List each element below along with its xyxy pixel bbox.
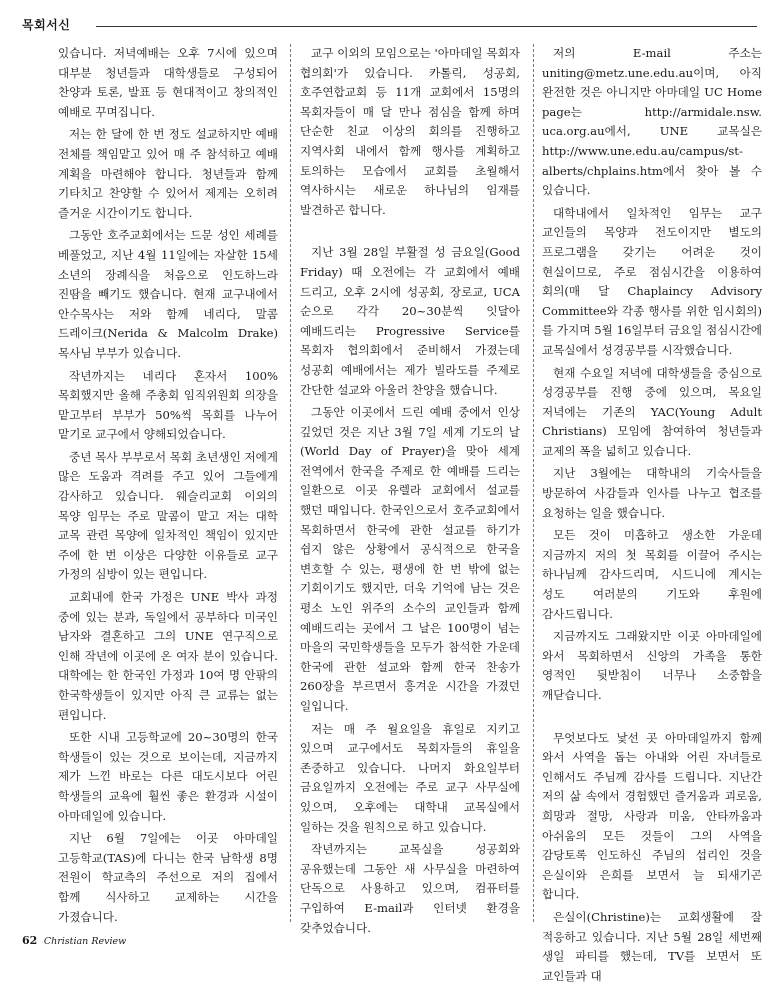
paragraph: 현재 수요일 저녁에 대학생들을 중심으로 성경공부를 진행 중에 있으며, 목요일 저녁에는 기존의 YAC(Young Adult Christians) 모임에 참여하여 청년들과 교제의 폭을 넓히고 있습니다. bbox=[542, 365, 762, 458]
paragraph: 작년까지는 네리다 혼자서 100% 목회했지만 올해 주총회 임직위원회 의장을 맡고부터 부부가 50%씩 목회를 나누어 맡기로 교구에서 양해되었습니다. bbox=[58, 368, 278, 442]
paragraph: 지금까지도 그래왔지만 이곳 아마데일에 와서 목회하면서 신앙의 가족을 통한 영적인 뒷받침이 너무나 소중함을 깨닫습니다. bbox=[542, 629, 762, 702]
paragraph: 은실이(Christine)는 교회생활에 잘 적응하고 있습니다. 지난 5월 28일 세번째 생일 파티를 했는데, TV를 보면서 또 교인들과 대 bbox=[542, 909, 762, 983]
paragraph: 또한 시내 고등학교에 20~30명의 한국 학생들이 있는 것으로 보이는데, 지금까지 제가 느낀 바로는 다른 대도시보다 어린 학생들의 교육에 훨씬 좋은 환경과 시설이 아마데일에 있습니다. bbox=[58, 730, 278, 823]
paragraph: 저는 매 주 월요일을 휴일로 지키고 있으며 교구에서도 목회자들의 휴일을 존중하고 있습니다. 나머지 화요일부터 금요일까지 오전에는 주로 교구 사무실에 있으며, 오후에는 대학내 교목실에서 일하는 것을 원칙으로 하고 있습니다. bbox=[300, 721, 520, 834]
paragraph-gap bbox=[300, 223, 520, 243]
paragraph-gap bbox=[542, 709, 762, 729]
paragraph: 지난 3월에는 대학내의 기숙사들을 방문하여 사감들과 인사를 나누고 협조를 요청하는 일을 했습니다. bbox=[542, 466, 762, 520]
magazine-name: Christian Review bbox=[43, 936, 127, 947]
paragraph: 교구 이외의 모임으로는 '아마데일 목회자 협의회'가 있습니다. 카톨릭, 성공회, 호주연합교회 등 11개 교회에서 15명의 목회자들이 매 달 만나 점심을 함께 하며 단순한 친교 이상의 회의를 진행하고 지역사회 내에서 함께 행사를 계획하고 토의하는 모습에서 교회를 초월해서 역사하시는 새로운 하나님의 임재를 발견하곤 합니다. bbox=[300, 46, 520, 217]
paragraph: 그동안 이곳에서 드린 예배 중에서 인상 깊었던 것은 지난 3월 7일 세계 기도의 날(World Day of Prayer)을 맞아 세계 전역에서 한국을 주제로 한 예배를 드리는 일환으로 이곳 유렐라 교회에서 설교를 했던 때입니다. 한국인으로서 호주교회에서 목회하면서 한국에 관한 설교를 하기가 쉽지 않은 상황에서 공식적으로 한국을 변호할 수 있는, 평생에 한 번 밖에 없는 기회이기도 했지만, 더욱 기억에 남는 것은 평소 노인 위주의 소수의 교인들과 함께 예배드리는 곳에서 그 날은 100명이 넘는 마을의 국민학생들을 모두가 참석한 가운데 한국에 관한 설교와 함께 한국 찬송가 260장을 부르면서 흥겨운 시간을 가졌던 일입니다. bbox=[300, 405, 520, 713]
paragraph: 작년까지는 교목실을 성공회와 공유했는데 그동안 새 사무실을 마련하여 단독으로 사용하고 있으며, 컴퓨터를 구입하여 E-mail과 인터넷 환경을 갖추었습니다. bbox=[300, 842, 520, 935]
paragraph: 저의 E-mail 주소는 uniting@metz.une.edu.au이며, 아직 완전한 것은 아니지만 아마데일 UC Home page는 http://armidale.nsw. uca.org.au에서, UNE 교목실은 http://www.une.edu.au/campus/st-alberts/chplains.htm에서 찾아 볼 수 있습니다. bbox=[542, 46, 762, 198]
page-header bbox=[22, 6, 757, 40]
paragraph: 그동안 호주교회에서는 드문 성인 세례를 베풀었고, 지난 4월 11일에는 자살한 15세 소년의 장례식을 처음으로 인도하느라 진땀을 빼기도 했습니다. 현재 교구내에서 안수목사는 저와 함께 네리다, 말콤 드레이크(Nerida & Malcolm Drake)목사님 부부가 있습니다. bbox=[58, 228, 278, 360]
column-2 bbox=[300, 44, 520, 935]
column-1 bbox=[58, 44, 278, 924]
paragraph: 교회내에 한국 가정은 UNE 박사 과정 중에 있는 분과, 독일에서 공부하다 미국인 남자와 결혼하고 그의 UNE 연구직으로 인해 작년에 이곳에 온 여자 분이 있습니다. 대학에는 한 한국인 가정과 10여 명 안팎의 한국학생들이 있지만 아직 큰 교류는 없는 편입니다. bbox=[58, 590, 278, 722]
paragraph: 지난 3월 28일 부활절 성 금요일(Good Friday) 때 오전에는 각 교회에서 예배 드리고, 오후 2시에 성공회, 장로교, UCA 순으로 각각 20~30분씩 잇달아 예배드리는 Progressive Service를 목회자 협의회에서 준비해서 가졌는데 성공회 예배에서는 제가 빌라도를 주제로 간단한 설교와 아울러 찬양을 했습니다. bbox=[300, 245, 520, 397]
paragraph: 지난 6월 7일에는 이곳 아마데일 고등학교(TAS)에 다니는 한국 남학생 8명 전원이 학교측의 주선으로 저의 집에서 함께 식사하고 교제하는 시간을 가졌습니다. bbox=[58, 831, 278, 924]
paragraph: 무엇보다도 낯선 곳 아마데일까지 함께 와서 사역을 돕는 아내와 어린 자녀들로 인해서도 주님께 감사를 드립니다. 지난간 저의 삶 속에서 경험했던 즐거움과 괴로움, 희망과 절망, 사랑과 미움, 안타까움과 아쉬움의 모든 것들이 그의 사역을 감당토록 인도하신 주님의 섭리인 것을 은실이와 은희를 보면서 늘 되새기곤 합니다. bbox=[542, 730, 762, 902]
paragraph: 모든 것이 미흡하고 생소한 가운데 지금까지 저의 첫 목회를 이끌어 주시는 하나님께 감사드리며, 시드니에 계시는 성도 여러분의 기도와 후원에 감사드립니다. bbox=[542, 528, 762, 621]
paragraph: 중년 목사 부부로서 목회 초년생인 저에게 많은 도움과 격려를 주고 있어 그들에게 감사하고 있습니다. 웨슬리교회 이외의 목양 임무는 주로 말콤이 맡고 저는 대학 교목 관련 목양에 일차적인 책임이 있지만 주에 한 번 이상은 다양한 이유들로 교구 가정의 심방이 있는 편입니다. bbox=[58, 449, 278, 582]
paragraph: 저는 한 달에 한 번 정도 설교하지만 예배 전체를 책임맡고 있어 매 주 참석하고 예배 계획을 마련해야 합니다. 청년들과 함께 기타치고 찬양할 수 있어서 제게는 오히려 즐거운 시간이기도 합니다. bbox=[58, 127, 278, 220]
page-footer bbox=[22, 934, 126, 947]
paragraph: 있습니다. 저녁예배는 오후 7시에 있으며 대부분 청년들과 대학생들로 구성되어 찬양과 토론, 발표 등 현대적이고 창의적인 예배로 꾸며집니다. bbox=[58, 46, 278, 119]
header-rule bbox=[96, 26, 757, 27]
paragraph: 대학내에서 일차적인 임무는 교구 교인들의 목양과 전도이지만 별도의 프로그램을 갖기는 어려운 것이 현실이므로, 주로 점심시간을 이용하여 회의(매 달 Chaplaincy Advisory Committee와 각종 행사를 위한 임시회의)를 가지며 5월 16일부터 금요일 점심시간에 교목실에서 성경공부를 시작했습니다. bbox=[542, 205, 762, 357]
section-title: 목회서신 bbox=[22, 18, 71, 32]
column-3 bbox=[542, 44, 762, 983]
page-number: 62 bbox=[22, 934, 38, 947]
